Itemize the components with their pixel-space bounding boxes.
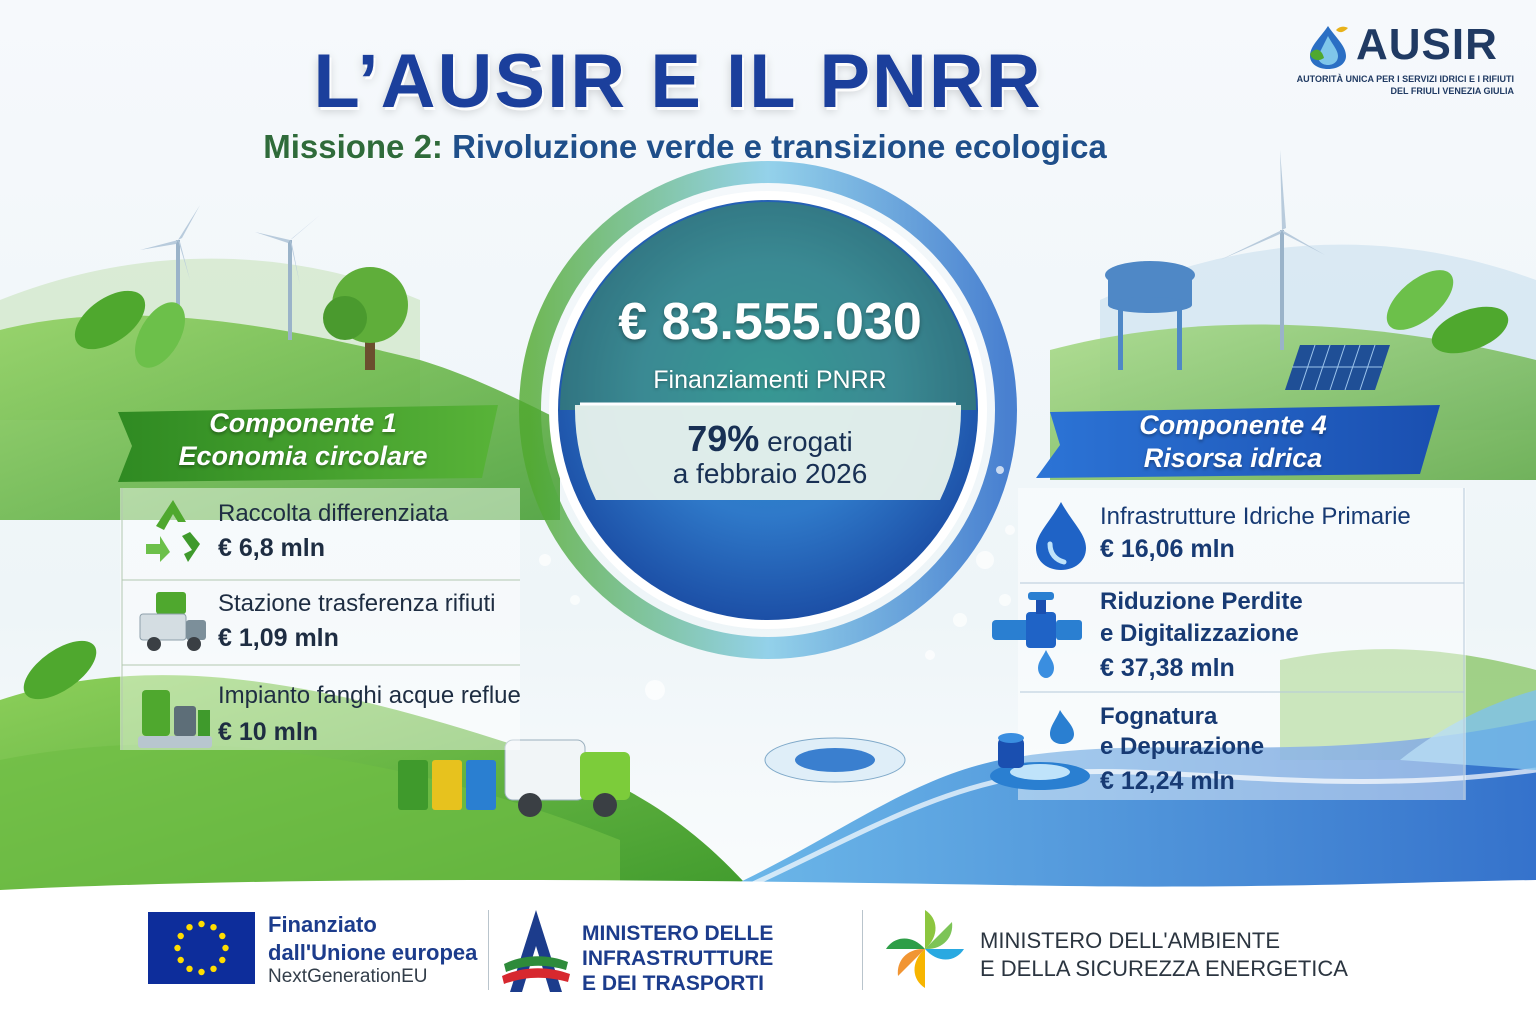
- eu-flag-icon: [148, 912, 255, 984]
- total-funding-label: Finanziamenti PNRR: [653, 366, 887, 394]
- disbursed-date: a febbraio 2026: [672, 458, 868, 489]
- eu-star: [198, 921, 204, 927]
- footer-divider-1: [488, 910, 489, 990]
- component-4-title: Componente 4: [1139, 410, 1327, 440]
- eu-star: [174, 945, 180, 951]
- page-title: L’AUSIR E IL PNRR: [313, 39, 1043, 124]
- item-fognatura-label-1: Fognatura: [1100, 703, 1218, 730]
- eu-star: [222, 945, 228, 951]
- mit-name-line3: E DEI TRASPORTI: [582, 972, 765, 995]
- item-riduzione-label-2: e Digitalizzazione: [1100, 620, 1299, 647]
- disbursed-line: [560, 418, 980, 460]
- component-4-subtitle: Risorsa idrica: [1143, 443, 1323, 473]
- eu-star: [186, 966, 192, 972]
- component-1-banner: [128, 407, 478, 473]
- item-infrastrutture-label: Infrastrutture Idriche Primarie: [1100, 503, 1411, 530]
- mase-logo-icon: [882, 906, 968, 992]
- eu-star: [178, 933, 184, 939]
- item-raccolta-label: Raccolta differenziata: [218, 500, 449, 527]
- mit-name-line2: INFRASTRUTTURE: [582, 947, 774, 970]
- total-funding-amount: € 83.555.030: [618, 293, 922, 351]
- mase-name-line1: MINISTERO DELL'AMBIENTE: [980, 928, 1281, 953]
- disbursed-percent: 79%: [687, 418, 760, 459]
- waste-truck-icon: [136, 590, 210, 654]
- item-riduzione-value: € 37,38 mln: [1100, 654, 1235, 682]
- component-1-title: Componente 1: [209, 408, 397, 438]
- mase-name-line2: E DELLA SICUREZZA ENERGETICA: [980, 956, 1348, 981]
- component-1-subtitle: Economia circolare: [178, 441, 428, 471]
- ausir-tagline-2: DEL FRIULI VENEZIA GIULIA: [1390, 86, 1514, 96]
- treatment-plant-icon: [984, 706, 1092, 794]
- pipe-valve-icon: [988, 590, 1090, 682]
- eu-star: [198, 969, 204, 975]
- mission-label: Missione 2:: [263, 128, 453, 165]
- eu-star: [210, 924, 216, 930]
- eu-funded-line1: Finanziato: [268, 912, 377, 937]
- item-stazione-label: Stazione trasferenza rifiuti: [218, 590, 496, 617]
- eu-star: [178, 957, 184, 963]
- water-drop-icon: [1030, 500, 1092, 572]
- eu-funded-line3: NextGenerationEU: [268, 966, 428, 987]
- item-raccolta-value: € 6,8 mln: [218, 534, 325, 562]
- item-infrastrutture-value: € 16,06 mln: [1100, 535, 1235, 563]
- item-riduzione-label-1: Riduzione Perdite: [1100, 588, 1303, 615]
- eu-star: [219, 933, 225, 939]
- ausir-logo-text: AUSIR: [1356, 20, 1498, 69]
- page-subtitle: [0, 128, 1370, 166]
- sludge-plant-icon: [136, 680, 214, 752]
- ausir-tagline-1: AUTORITÀ UNICA PER I SERVIZI IDRICI E I RIFIUTI: [1296, 74, 1514, 84]
- item-fognatura-label-2: e Depurazione: [1100, 733, 1265, 760]
- component-4-banner: [1058, 409, 1408, 475]
- eu-star: [186, 924, 192, 930]
- eu-star: [210, 966, 216, 972]
- mit-logo-icon: [500, 906, 572, 996]
- item-fanghi-value: € 10 mln: [218, 718, 319, 746]
- item-fognatura-value: € 12,24 mln: [1100, 767, 1235, 795]
- footer-divider-2: [862, 910, 863, 990]
- eu-star: [219, 957, 225, 963]
- mit-name-line1: MINISTERO DELLE: [582, 922, 774, 945]
- ausir-logo-icon: [1302, 24, 1354, 70]
- recycle-icon: [138, 496, 208, 564]
- item-fanghi-label: Impianto fanghi acque reflue: [218, 682, 521, 709]
- disbursed-word: erogati: [767, 426, 853, 457]
- mission-title: Rivoluzione verde e transizione ecologica: [452, 128, 1107, 165]
- eu-funded-line2: dall'Unione europea: [268, 940, 478, 965]
- item-stazione-value: € 1,09 mln: [218, 624, 339, 652]
